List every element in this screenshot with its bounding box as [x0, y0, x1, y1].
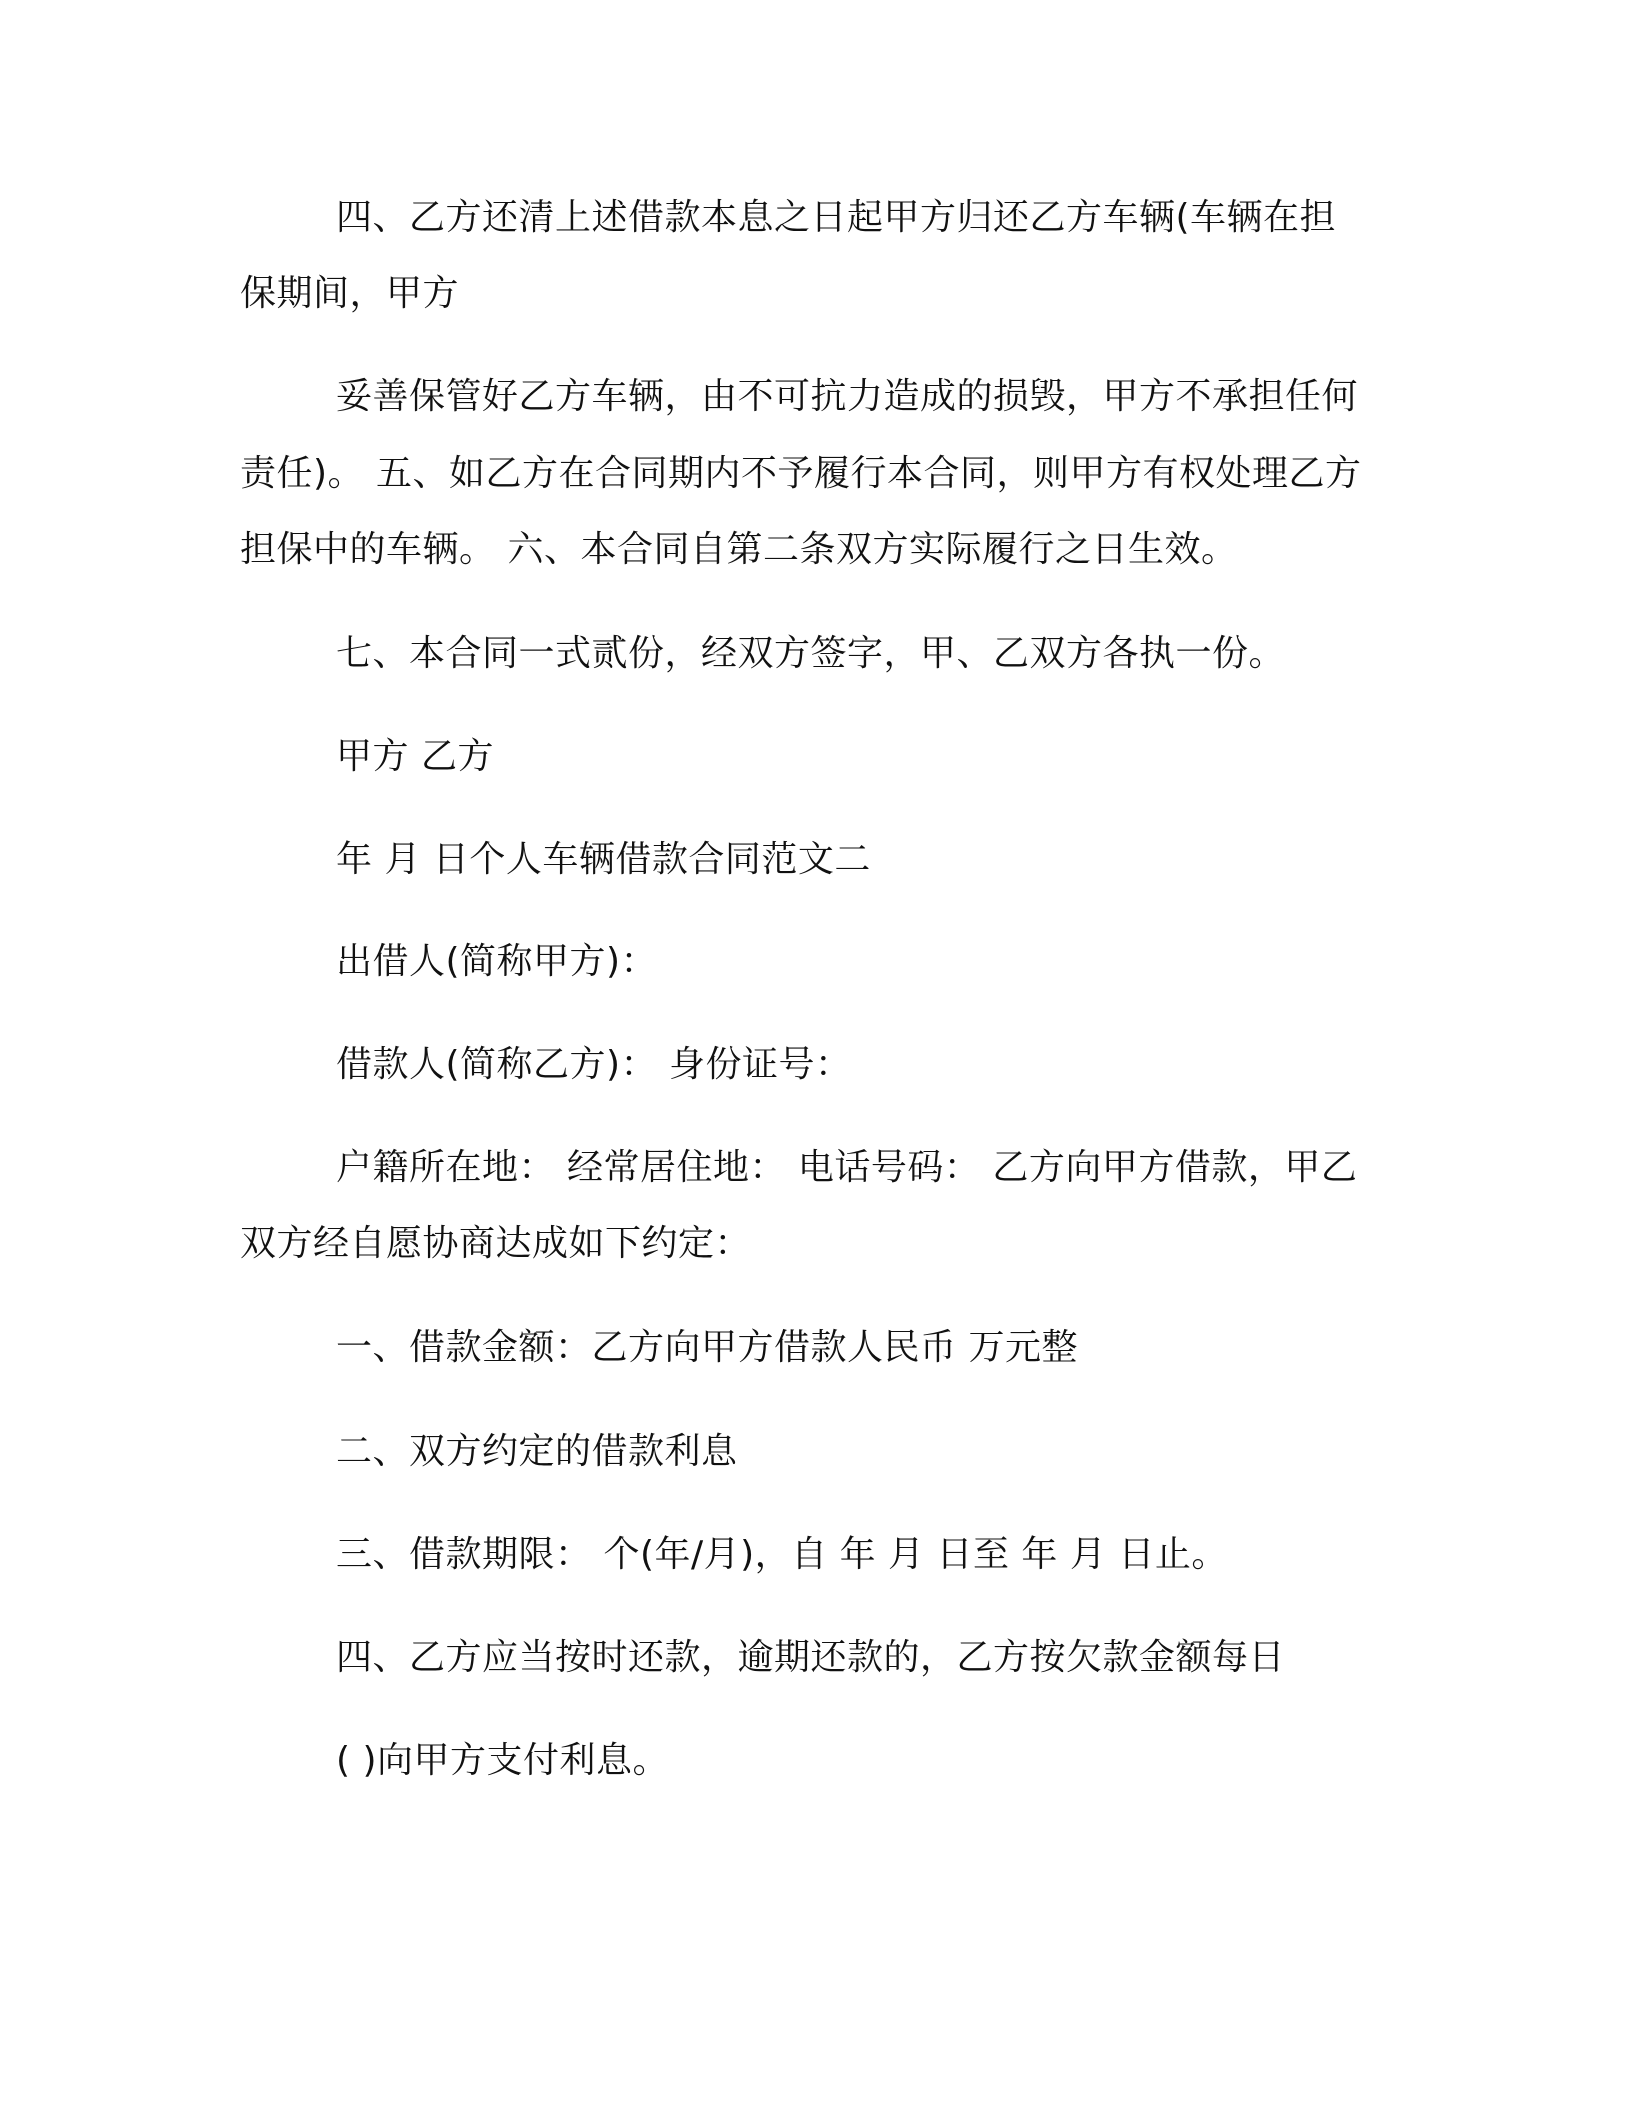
section-heading: 年 月 日个人车辆借款合同范文二: [336, 839, 871, 880]
paragraph-line: 户籍所在地： 经常居住地： 电话号码： 乙方向甲方借款，甲乙: [336, 1147, 1358, 1188]
paragraph-line: 双方经自愿协商达成如下约定：: [240, 1223, 752, 1264]
paragraph-line: 保期间，甲方: [240, 273, 460, 314]
paragraph-line: ( )向甲方支付利息。: [336, 1740, 670, 1781]
paragraph-line: 七、本合同一式贰份，经双方签字，甲、乙双方各执一份。: [336, 633, 1286, 674]
lender-field: 出借人(简称甲方)：: [336, 941, 658, 982]
paragraph-line: 妥善保管好乙方车辆，由不可抗力造成的损毁，甲方不承担任何: [336, 376, 1359, 417]
clause-interest: 二、双方约定的借款利息: [336, 1431, 738, 1472]
paragraph-line: 四、乙方还清上述借款本息之日起甲方归还乙方车辆(车辆在担: [336, 197, 1337, 238]
clause-loan-amount: 一、借款金额：乙方向甲方借款人民币 万元整: [336, 1327, 1078, 1368]
paragraph-line: 责任)。 五、如乙方在合同期内不予履行本合同，则甲方有权处理乙方: [240, 453, 1362, 494]
paragraph-line: 担保中的车辆。 六、本合同自第二条双方实际履行之日生效。: [240, 529, 1238, 570]
signature-parties: 甲方 乙方: [336, 736, 494, 777]
clause-repayment: 四、乙方应当按时还款，逾期还款的，乙方按欠款金额每日: [336, 1637, 1286, 1678]
clause-term: 三、借款期限： 个(年/月)，自 年 月 日至 年 月 日止。: [336, 1534, 1228, 1575]
borrower-field: 借款人(简称乙方)： 身份证号：: [336, 1044, 852, 1085]
